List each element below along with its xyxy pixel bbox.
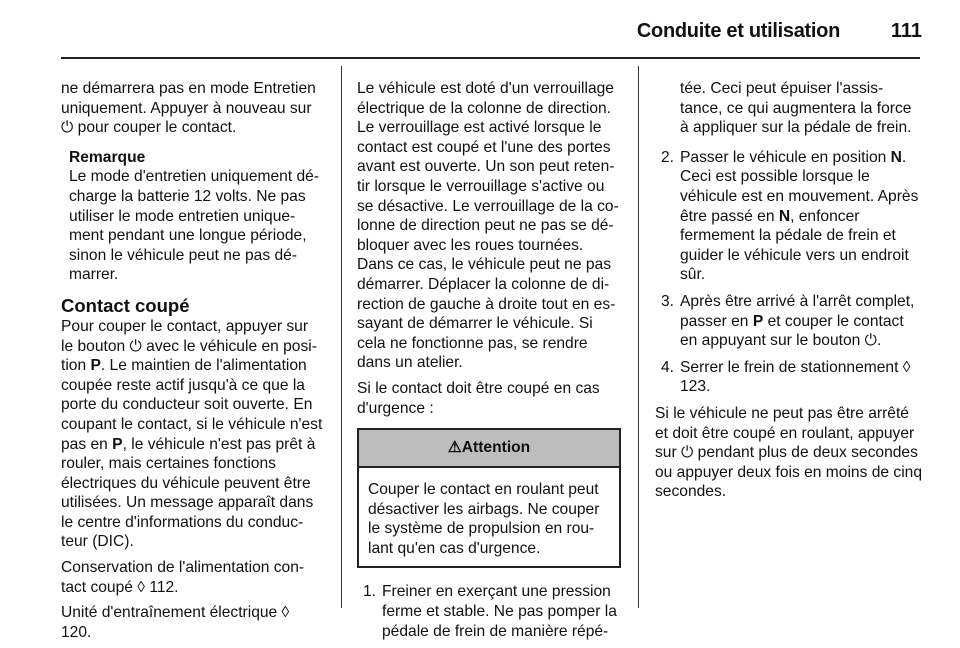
note-block xyxy=(69,148,323,285)
list-item: 4. Serrer le frein de stationnement ◊ 123. xyxy=(661,358,911,396)
list-item: 3. Après être arrivé à l'arrêt complet, passer en P et couper le contact en appuyant sur le bouton ⏻. xyxy=(661,292,915,350)
cross-reference-conservation[interactable]: Conservation de l'alimentation con-tact coupé ◊ 112. xyxy=(61,559,305,596)
column-divider-1 xyxy=(341,66,342,608)
paragraph-urgence: Si le contact doit être coupé en cas d'urgence : xyxy=(357,379,600,417)
list-item: 1. Freiner en exerçant une pression ferme et stable. Ne pas pomper la pédale de frein de manière répé- xyxy=(363,583,617,640)
paragraph-contact-coupe: Pour couper le contact, appuyer sur le bouton ⏻ avec le véhicule en posi-tion P. Le maintien de l'alimentation coupée reste actif jusqu'à ce que la porte du conducteur soit ouverte. En coupant le contact, si le véhicule n'est pas en P, le véhicule n'est pas prêt à rouler, mais certaines fonctions électriques du véhicule peuvent être utilisées. Un message apparaît dans le centre d'informations du conduc-teur (DIC). xyxy=(61,317,323,551)
warning-title: Attention xyxy=(461,439,531,457)
page-header-title: Conduite et utilisation xyxy=(636,20,840,42)
warning-header xyxy=(359,430,619,468)
paragraph-verrouillage: Le véhicule est doté d'un verrouillage électrique de la colonne de direction. Le verrouillage est activé lorsque le contact est coupé et l'une des portes avant est ouverte. Un son peut reten-tir lorsque le verrouillage s'active ou se désactive. Le verrouillage de la co-lonne de direction peut ne pas se dé-bloquer avec les roues tournées. Dans ce cas, le véhicule peut ne pas démarrer. Déplacer la colonne de di-rection de gauche à droite tout en es-sayant de démarrer le véhicule. Si cela ne fonctionne pas, se rendre dans un atelier. xyxy=(357,80,619,372)
list-item: tée. Ceci peut épuiser l'assis-tance, ce qui augmentera la force à appliquer sur la pédale de frein. xyxy=(680,80,912,137)
procedure-list xyxy=(357,582,621,641)
cross-reference-unite[interactable]: Unité d'entraînement électrique ◊ 120. xyxy=(61,604,290,641)
column-divider-2 xyxy=(638,66,639,608)
warning-text: Couper le contact en roulant peut désactiver les airbags. Ne couper le système de propulsion en rou-lant qu'en cas d'urgence. xyxy=(368,481,600,557)
warning-triangle-icon: ⚠ xyxy=(447,439,462,457)
section-heading-contact-coupe: Contact coupé xyxy=(61,294,190,316)
note-text: Le mode d'entretien uniquement dé-charge la batterie 12 volts. Ne pas utiliser le mode entretien unique-ment pendant une longue période, sinon le véhicule peut ne pas dé-marrer. xyxy=(69,168,320,284)
paragraph-mode-entretien: ne démarrera pas en mode Entretien uniquement. Appuyer à nouveau sur ⏻ pour couper le contact. xyxy=(61,80,316,137)
warning-box xyxy=(357,428,621,568)
page-number: 111 xyxy=(890,20,922,42)
header-rule xyxy=(61,57,920,59)
list-item: 2. Passer le véhicule en position N. Ceci est possible lorsque le véhicule est en mouvement. Après être passé en N, enfoncer fermement la pédale de frein et guider le véhicule vers un endroit sûr. xyxy=(661,148,919,284)
note-heading: Remarque xyxy=(69,148,146,166)
column-2 xyxy=(357,79,621,648)
paragraph-arret-urgence: Si le véhicule ne peut pas être arrêté et doit être coupé en roulant, appuyer sur ⏻ pendant plus de deux secondes ou appuyer deux fois en moins de cinq secondes. xyxy=(655,404,922,501)
column-3 xyxy=(655,79,922,508)
procedure-list-continued xyxy=(655,79,922,397)
column-1 xyxy=(61,79,323,648)
